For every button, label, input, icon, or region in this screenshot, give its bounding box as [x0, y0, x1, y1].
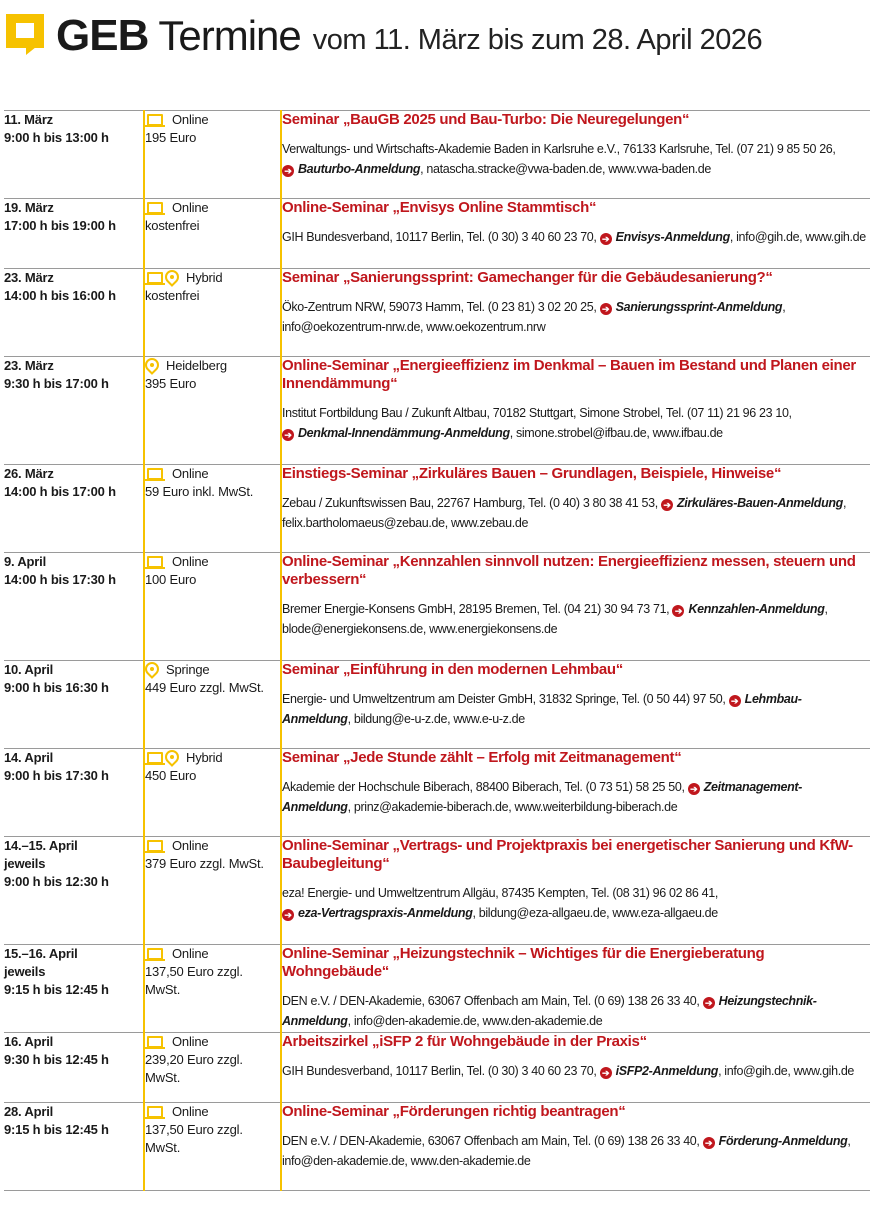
event-location-line	[145, 269, 280, 287]
registration-link[interactable]: Zeitmanagement-Anmeldung	[282, 780, 802, 814]
event-date-cell	[4, 1103, 144, 1191]
registration-link[interactable]: Sanierungssprint-Anmeldung	[615, 300, 783, 314]
arrow-right-icon: ➔	[703, 997, 715, 1009]
event-info-cell	[281, 199, 870, 269]
event-details	[282, 297, 870, 337]
event-row	[4, 1103, 870, 1191]
event-info-cell	[281, 1033, 870, 1103]
event-date-line: 10. April	[4, 662, 54, 677]
speech-bubble-logo-icon	[6, 14, 44, 52]
event-info-cell	[281, 357, 870, 465]
event-date-line: 16. April	[4, 1034, 54, 1049]
event-details	[282, 227, 870, 247]
event-location-cell	[144, 199, 281, 269]
event-details	[282, 599, 870, 639]
event-organizer: Verwaltungs- und Wirtschafts-Akademie Baden in Karlsruhe e.V., 76133 Karlsruhe, Tel. (07 21) 9 85 50 26,	[282, 142, 836, 156]
event-location-cell	[144, 661, 281, 749]
event-row	[4, 749, 870, 837]
event-date-line: 28. April	[4, 1104, 54, 1119]
registration-link[interactable]: iSFP2-Anmeldung	[615, 1064, 719, 1078]
event-row	[4, 945, 870, 1033]
event-contact: , info@gih.de, www.gih.de	[729, 230, 866, 244]
event-organizer: Energie- und Umweltzentrum am Deister GmbH, 31832 Springe, Tel. (0 50 44) 97 50,	[282, 692, 726, 706]
event-date-line: 9. April	[4, 554, 46, 569]
event-location: Online	[172, 112, 209, 127]
event-location: Online	[172, 946, 209, 961]
event-info-cell	[281, 269, 870, 357]
event-contact: , felix.bartholomaeus@zebau.de, www.zebau.de	[282, 496, 847, 530]
page-header	[6, 8, 762, 58]
event-location: Online	[172, 1034, 209, 1049]
event-location: Online	[172, 466, 209, 481]
event-info-cell	[281, 945, 870, 1033]
arrow-right-icon: ➔	[282, 429, 294, 441]
laptop-icon	[145, 272, 165, 285]
event-price: 449 Euro zzgl. MwSt.	[145, 680, 264, 695]
event-location-line	[145, 465, 280, 483]
event-price: 137,50 Euro zzgl. MwSt.	[145, 1122, 243, 1155]
event-price: 379 Euro zzgl. MwSt.	[145, 856, 264, 871]
event-format-icons	[145, 202, 165, 215]
event-format-icons	[145, 662, 159, 678]
event-location: Springe	[166, 662, 210, 677]
event-format-icons	[145, 948, 165, 961]
event-title: Online-Seminar „Vertrags- und Projektpraxis bei energetischer Sanierung und KfW-Baubegleitung“	[282, 837, 853, 872]
event-format-icons	[145, 750, 179, 766]
event-location: Hybrid	[186, 750, 223, 765]
arrow-right-icon: ➔	[729, 695, 741, 707]
event-details	[282, 403, 870, 443]
event-title: Online-Seminar „Heizungstechnik – Wichtiges für die Energieberatung Wohngebäude“	[282, 945, 765, 980]
event-price: 59 Euro inkl. MwSt.	[145, 484, 254, 499]
event-date-cell	[4, 357, 144, 465]
event-title: Seminar „BauGB 2025 und Bau-Turbo: Die Neuregelungen“	[282, 111, 690, 128]
event-row	[4, 661, 870, 749]
event-title: Arbeitszirkel „iSFP 2 für Wohngebäude in der Praxis“	[282, 1033, 647, 1050]
event-info-cell	[281, 1103, 870, 1191]
event-row	[4, 465, 870, 553]
event-info-cell	[281, 837, 870, 945]
location-pin-icon	[145, 662, 159, 678]
event-organizer: DEN e.V. / DEN-Akademie, 63067 Offenbach am Main, Tel. (0 69) 138 26 33 40,	[282, 1134, 700, 1148]
event-location-cell	[144, 357, 281, 465]
event-info-cell	[281, 111, 870, 199]
event-title: Seminar „Jede Stunde zählt – Erfolg mit Zeitmanagement“	[282, 749, 682, 766]
event-title: Seminar „Einführung in den modernen Lehmbau“	[282, 661, 623, 678]
event-date-cell	[4, 945, 144, 1033]
event-contact: , natascha.stracke@vwa-baden.de, www.vwa-baden.de	[420, 162, 712, 176]
arrow-right-icon: ➔	[600, 1067, 612, 1079]
event-location-cell	[144, 465, 281, 553]
page-title: Termine	[158, 12, 301, 59]
event-date-cell	[4, 465, 144, 553]
event-row	[4, 837, 870, 945]
event-date-line: 14:00 h bis 16:00 h	[4, 288, 116, 303]
date-range: vom 11. März bis zum 28. April 2026	[312, 24, 763, 56]
event-date-line: 23. März	[4, 270, 54, 285]
event-location-line	[145, 837, 280, 855]
event-title: Online-Seminar „Energieeffizienz im Denkmal – Bauen im Bestand und Planen einer Innendämmung“	[282, 357, 856, 392]
event-price: 100 Euro	[145, 572, 197, 587]
event-date-cell	[4, 553, 144, 661]
event-date-cell	[4, 661, 144, 749]
arrow-right-icon: ➔	[600, 303, 612, 315]
event-location-cell	[144, 1103, 281, 1191]
laptop-icon	[145, 948, 165, 961]
event-organizer: Akademie der Hochschule Biberach, 88400 Biberach, Tel. (0 73 51) 58 25 50,	[282, 780, 685, 794]
registration-link[interactable]: Lehmbau-Anmeldung	[282, 692, 802, 726]
event-title: Seminar „Sanierungssprint: Gamechanger für die Gebäudesanierung?“	[282, 269, 773, 286]
event-info-cell	[281, 465, 870, 553]
event-location: Hybrid	[186, 270, 223, 285]
arrow-right-icon: ➔	[600, 233, 612, 245]
laptop-icon	[145, 840, 165, 853]
event-price: kostenfrei	[145, 218, 200, 233]
event-price: 137,50 Euro zzgl. MwSt.	[145, 964, 243, 997]
event-contact: , info@den-akademie.de, www.den-akademie.de	[282, 1134, 851, 1168]
event-organizer: GIH Bundesverband, 10117 Berlin, Tel. (0 30) 3 40 60 23 70,	[282, 1064, 597, 1078]
location-pin-icon	[165, 270, 179, 286]
event-date-line: 9:15 h bis 12:45 h	[4, 982, 109, 997]
event-location: Online	[172, 200, 209, 215]
event-format-icons	[145, 358, 159, 374]
event-details	[282, 777, 870, 817]
registration-link[interactable]: Zirkuläres-Bauen-Anmeldung	[677, 496, 843, 510]
laptop-icon	[145, 202, 165, 215]
event-row	[4, 553, 870, 661]
event-row	[4, 111, 870, 199]
event-price: 239,20 Euro zzgl. MwSt.	[145, 1052, 243, 1085]
event-date-line: 14:00 h bis 17:30 h	[4, 572, 116, 587]
event-location-line	[145, 357, 280, 375]
event-location-line	[145, 1033, 280, 1051]
arrow-right-icon: ➔	[688, 783, 700, 795]
event-date-line: 9:00 h bis 13:00 h	[4, 130, 109, 145]
location-pin-icon	[145, 358, 159, 374]
event-format-icons	[145, 468, 165, 481]
event-format-icons	[145, 556, 165, 569]
event-date-line: jeweils	[4, 856, 46, 871]
event-date-line: 9:00 h bis 16:30 h	[4, 680, 109, 695]
arrow-right-icon: ➔	[703, 1137, 715, 1149]
event-details	[282, 493, 870, 533]
location-pin-icon	[165, 750, 179, 766]
registration-link[interactable]: Envisys-Anmeldung	[615, 230, 730, 244]
laptop-icon	[145, 1036, 165, 1049]
event-details	[282, 139, 870, 179]
event-contact: , info@den-akademie.de, www.den-akademie.de	[347, 1014, 603, 1028]
event-title: Online-Seminar „Envisys Online Stammtisch“	[282, 199, 597, 216]
laptop-icon	[145, 1106, 165, 1119]
arrow-right-icon: ➔	[661, 499, 673, 511]
event-date-line: 9:00 h bis 12:30 h	[4, 874, 109, 889]
event-date-cell	[4, 269, 144, 357]
event-date-cell	[4, 111, 144, 199]
event-date-cell	[4, 1033, 144, 1103]
event-location-cell	[144, 111, 281, 199]
event-location-line	[145, 111, 280, 129]
event-row	[4, 357, 870, 465]
arrow-right-icon: ➔	[282, 165, 294, 177]
event-info-cell	[281, 749, 870, 837]
laptop-icon	[145, 752, 165, 765]
registration-link[interactable]: Heizungstechnik-Anmeldung	[282, 994, 817, 1028]
event-row	[4, 1033, 870, 1103]
event-info-cell	[281, 661, 870, 749]
event-organizer: Zebau / Zukunftswissen Bau, 22767 Hamburg, Tel. (0 40) 3 80 38 41 53,	[282, 496, 658, 510]
event-date-line: 9:15 h bis 12:45 h	[4, 1122, 109, 1137]
laptop-icon	[145, 114, 165, 127]
event-format-icons	[145, 1036, 165, 1049]
event-details	[282, 689, 870, 729]
event-location: Online	[172, 838, 209, 853]
event-format-icons	[145, 114, 165, 127]
event-location-line	[145, 661, 280, 679]
events-table	[4, 110, 870, 1191]
event-contact: , blode@energiekonsens.de, www.energiekonsens.de	[282, 602, 828, 636]
event-date-cell	[4, 837, 144, 945]
event-details	[282, 1061, 870, 1081]
event-organizer: Öko-Zentrum NRW, 59073 Hamm, Tel. (0 23 81) 3 02 20 25,	[282, 300, 597, 314]
event-location-line	[145, 945, 280, 963]
event-date-line: jeweils	[4, 964, 46, 979]
event-location: Online	[172, 1104, 209, 1119]
laptop-icon	[145, 468, 165, 481]
event-title: Online-Seminar „Förderungen richtig beantragen“	[282, 1103, 626, 1120]
event-location-line	[145, 199, 280, 217]
event-date-cell	[4, 199, 144, 269]
event-date-line: 17:00 h bis 19:00 h	[4, 218, 116, 233]
event-row	[4, 269, 870, 357]
event-date-line: 14. April	[4, 750, 54, 765]
event-contact: , info@oekozentrum-nrw.de, www.oekozentrum.nrw	[282, 300, 786, 334]
event-location-cell	[144, 945, 281, 1033]
event-contact: , bildung@eza-allgaeu.de, www.eza-allgaeu.de	[472, 906, 718, 920]
registration-link[interactable]: Kennzahlen-Anmeldung	[688, 602, 825, 616]
event-location-cell	[144, 749, 281, 837]
event-organizer: DEN e.V. / DEN-Akademie, 63067 Offenbach am Main, Tel. (0 69) 138 26 33 40,	[282, 994, 700, 1008]
event-organizer: eza! Energie- und Umweltzentrum Allgäu, 87435 Kempten, Tel. (08 31) 96 02 86 41,	[282, 886, 718, 900]
event-price: 195 Euro	[145, 130, 197, 145]
event-format-icons	[145, 270, 179, 286]
event-location-cell	[144, 837, 281, 945]
event-date-line: 23. März	[4, 358, 54, 373]
event-date-line: 9:30 h bis 17:00 h	[4, 376, 109, 391]
event-title: Einstiegs-Seminar „Zirkuläres Bauen – Grundlagen, Beispiele, Hinweise“	[282, 465, 782, 482]
registration-link[interactable]: eza-Vertragspraxis-Anmeldung	[298, 906, 473, 920]
event-date-line: 11. März	[4, 112, 53, 127]
event-format-icons	[145, 840, 165, 853]
event-format-icons	[145, 1106, 165, 1119]
event-date-line: 9:00 h bis 17:30 h	[4, 768, 109, 783]
event-organizer: Institut Fortbildung Bau / Zukunft Altbau, 70182 Stuttgart, Simone Strobel, Tel. (07 11) 21 96 23 10,	[282, 406, 792, 420]
event-price: kostenfrei	[145, 288, 200, 303]
event-price: 450 Euro	[145, 768, 197, 783]
registration-link[interactable]: Förderung-Anmeldung	[718, 1134, 848, 1148]
event-location-cell	[144, 269, 281, 357]
event-price: 395 Euro	[145, 376, 197, 391]
arrow-right-icon: ➔	[672, 605, 684, 617]
event-date-cell	[4, 749, 144, 837]
event-date-line: 26. März	[4, 466, 54, 481]
event-contact: , simone.strobel@ifbau.de, www.ifbau.de	[509, 426, 723, 440]
event-organizer: GIH Bundesverband, 10117 Berlin, Tel. (0 30) 3 40 60 23 70,	[282, 230, 597, 244]
event-title: Online-Seminar „Kennzahlen sinnvoll nutzen: Energieeffizienz messen, steuern und verbessern“	[282, 553, 856, 588]
event-contact: , bildung@e-u-z.de, www.e-u-z.de	[347, 712, 525, 726]
event-location-line	[145, 1103, 280, 1121]
registration-link[interactable]: Denkmal-Innendämmung-Anmeldung	[298, 426, 510, 440]
event-contact: , info@gih.de, www.gih.de	[718, 1064, 855, 1078]
event-location-line	[145, 553, 280, 571]
event-info-cell	[281, 553, 870, 661]
laptop-icon	[145, 556, 165, 569]
event-contact: , prinz@akademie-biberach.de, www.weiterbildung-biberach.de	[347, 800, 678, 814]
event-location-cell	[144, 1033, 281, 1103]
event-date-line: 9:30 h bis 12:45 h	[4, 1052, 109, 1067]
arrow-right-icon: ➔	[282, 909, 294, 921]
event-organizer: Bremer Energie-Konsens GmbH, 28195 Bremen, Tel. (04 21) 30 94 73 71,	[282, 602, 670, 616]
event-row	[4, 199, 870, 269]
event-date-line: 14.–15. April	[4, 838, 78, 853]
brand-name: GEB	[56, 11, 149, 60]
event-date-line: 14:00 h bis 17:00 h	[4, 484, 116, 499]
event-details	[282, 1131, 870, 1171]
event-location-cell	[144, 553, 281, 661]
event-location: Heidelberg	[166, 358, 227, 373]
event-details	[282, 991, 870, 1031]
registration-link[interactable]: Bauturbo-Anmeldung	[298, 162, 421, 176]
event-details	[282, 883, 870, 923]
event-location: Online	[172, 554, 209, 569]
event-date-line: 19. März	[4, 200, 54, 215]
event-location-line	[145, 749, 280, 767]
event-date-line: 15.–16. April	[4, 946, 78, 961]
